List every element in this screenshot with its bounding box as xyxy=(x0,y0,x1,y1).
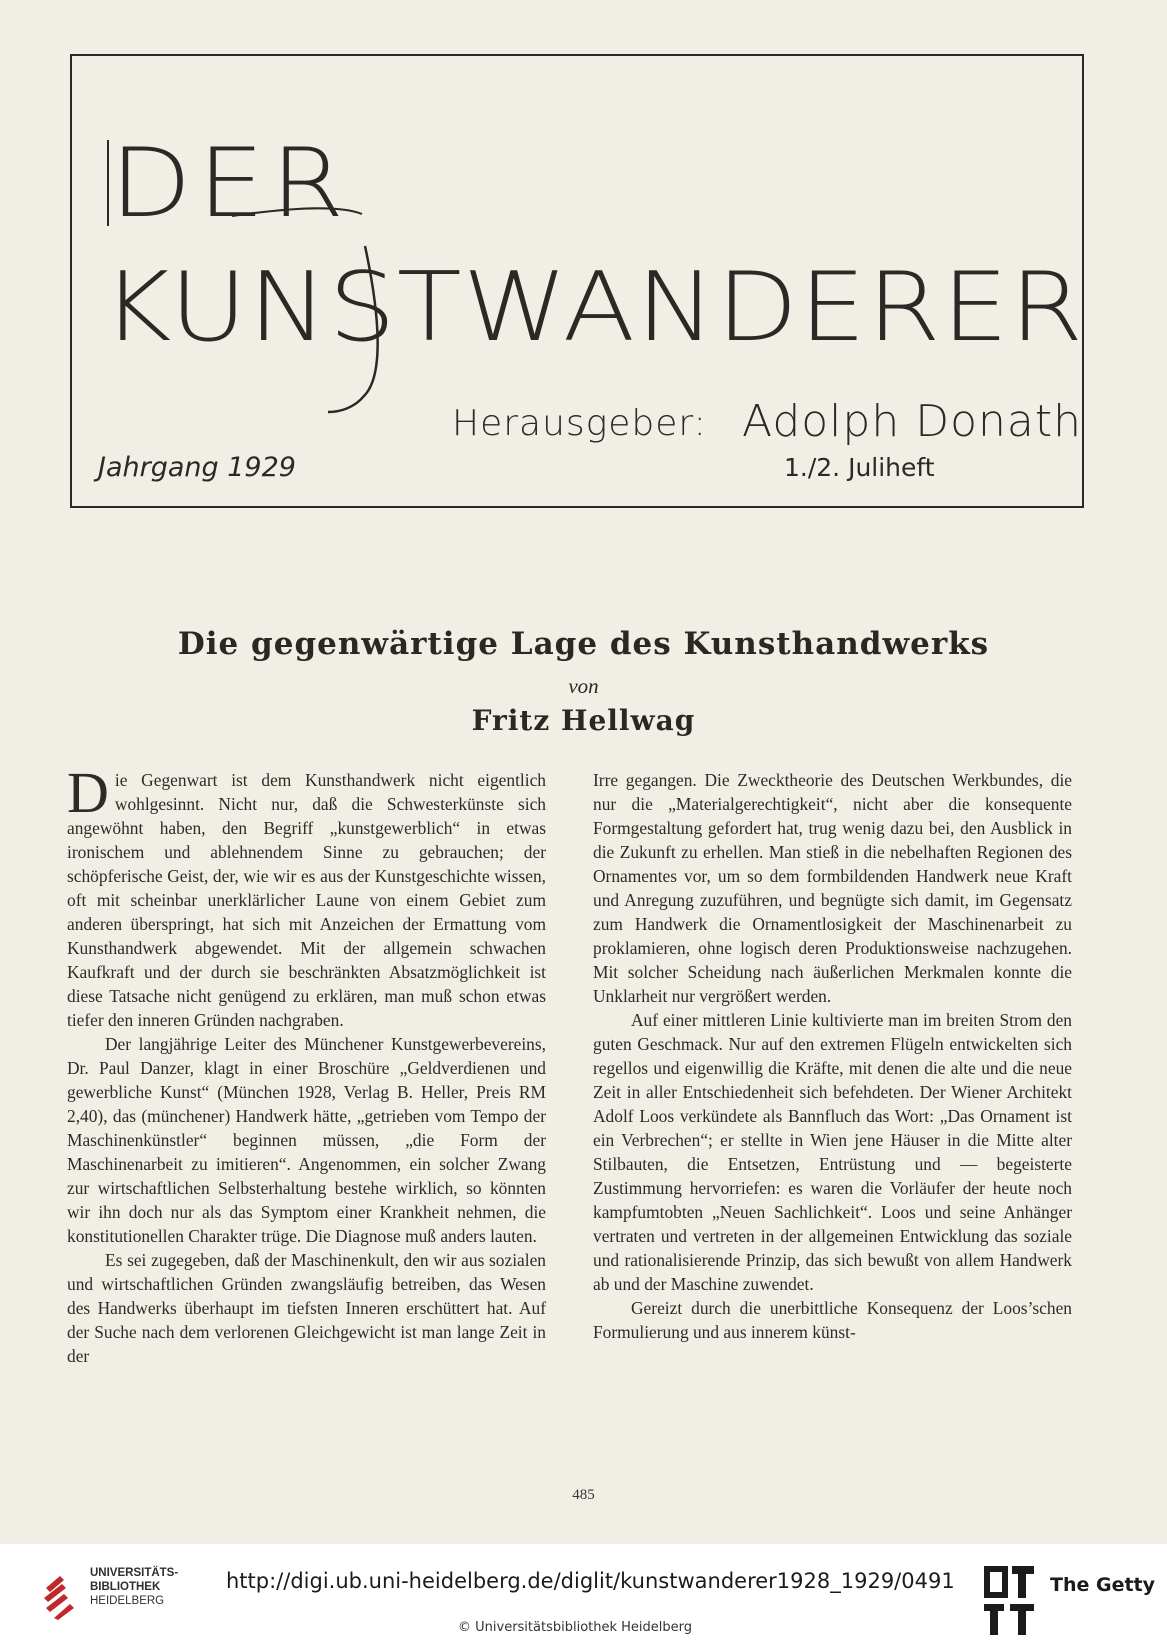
article-column-left xyxy=(67,760,546,1368)
getty-name: The Getty xyxy=(1050,1574,1156,1596)
copyright-notice: © Universitätsbibliothek Heidelberg xyxy=(458,1620,693,1635)
paragraph: Irre gegangen. Die Zwecktheorie des Deutschen Werkbundes, die nur die „Materialgerechtigkeit“, nicht aber die konsequente Formgestaltung gefordert hat, trug wenig dazu bei, den Ausblick in die Zukunft zu erhellen. Man stieß in die nebelhaften Regionen des Ornamentes vor, um so dem formbildenden Handwerk neue Kraft und Anregung zuzuführen, und begnügte sich damit, im Gegensatz zum Handwerk die Ornamentlosigkeit der Maschinenarbeit zu proklamieren, ohne logisch deren Produktionsweise nachzugehen. Mit solcher Scheidung nach äußerlichen Merkmalen konnte die Unklarheit nur vergrößert werden. xyxy=(593,770,1072,1006)
dropcap: D xyxy=(67,760,109,825)
library-logo-icon xyxy=(40,1572,82,1620)
paragraph: Der langjährige Leiter des Münchener Kunstgewerbevereins, Dr. Paul Danzer, klagt in einer Broschüre „Geldverdienen und gewerbliche Kunst“ (München 1928, Verlag B. Heller, Preis RM 2,40), das (münchener) Handwerk hätte, „getrieben vom Tempo der Maschinenkünstler“ beginnen müssen, „die Form der Maschinenarbeit zu imitieren“. Angenommen, ein solcher Zwang zur wirtschaftlichen Selbsterhaltung bestehe wirklich, so könnten wir ihn doch nur als das Symptom einer Krankheit nehmen, die konstitutionellen Charakter trüge. Die Diagnose muß anders lauten. xyxy=(67,1034,546,1246)
masthead-title-line1: DER xyxy=(110,127,351,239)
masthead-frame xyxy=(70,54,1084,508)
source-url-link[interactable]: http://digi.ub.uni-heidelberg.de/diglit/kunstwanderer1928_1929/0491 xyxy=(226,1569,955,1593)
library-name: UNIVERSITÄTS- BIBLIOTHEK HEIDELBERG xyxy=(90,1567,179,1607)
paragraph: Auf einer mittleren Linie kultivierte man im breiten Strom den guten Geschmack. Nur auf den extremen Flügeln entwickelten sich regellos und eigenwillig die Kräfte, mit denen die alte und die neue Zeit in aller Entschiedenheit sich befehdeten. Der Wiener Architekt Adolf Loos verkündete als Bannfluch das Wort: „Das Ornament ist ein Verbrechen“; er stellte in Wien jene Häuser in die Mitte alter Stilbauten, die Entsetzen, Entrüstung und — begeisterte Zustimmung hervorriefen: es waren die Vorläufer der heute noch kampfumtobten „Neuen Sachlichkeit“. Loos und seine Anhänger vertraten und vertreten in der allgemeinen Entwicklung das soziale und rationalisierende Prinzip, das sich bewußt von allem Handwerk ab und der Maschine zuwendet. xyxy=(593,1010,1072,1294)
byline-author: Fritz Hellwag xyxy=(471,704,696,737)
paragraph: Gereizt durch die unerbittliche Konsequenz der Loos’schen Formulierung und aus innerem künst- xyxy=(593,1298,1072,1342)
editor-name: Adolph Donath xyxy=(742,396,1082,447)
issue-label: 1./2. Juliheft xyxy=(784,453,935,482)
article-column-right xyxy=(593,768,1072,1344)
paragraph: Es sei zugegeben, daß der Maschinenkult, den wir aus sozialen und wirtschaftlichen Gründen zwangsläufig betreiben, das Wesen des Handwerks überhaupt im tiefsten Inneren erschüttert hat. Auf der Suche nach dem verlorenen Gleichgewicht ist man lange Zeit in der xyxy=(67,1250,546,1366)
masthead-title-line2: KUNSTWANDERER xyxy=(102,251,1085,363)
paragraph: Die Gegenwart ist dem Kunsthandwerk nicht eigentlich wohlgesinnt. Nicht nur, daß die Schwesterkünste sich angewöhnt haben, den Begriff „kunstgewerblich“ in etwas ironischem und ablehnendem Sinne zu gebrauchen; der schöpferische Geist, der, wie wir es aus der Kunstgeschichte wissen, oft mit scheinbar unerklärlicher Laune von einem Gebiet zum anderen überspringt, hat sich mit Anzeichen der Ermattung vom Kunsthandwerk abgewendet. Mit der allgemein schwachen Kaufkraft und der durch sie beschränkten Absatzmöglichkeit ist diese Tatsache nicht genügend zu erklären, man muß schon etwas tiefer den inneren Gründen nachgraben. xyxy=(67,760,546,1030)
publisher-label: Herausgeber: xyxy=(452,403,707,444)
digitization-footer xyxy=(0,1544,1167,1649)
getty-logo-icon xyxy=(982,1564,1042,1638)
page-number: 485 xyxy=(572,1487,595,1503)
article-title: Die gegenwärtige Lage des Kunsthandwerks xyxy=(177,626,990,662)
byline-von: von xyxy=(568,674,599,698)
volume-label: Jahrgang 1929 xyxy=(98,452,296,483)
